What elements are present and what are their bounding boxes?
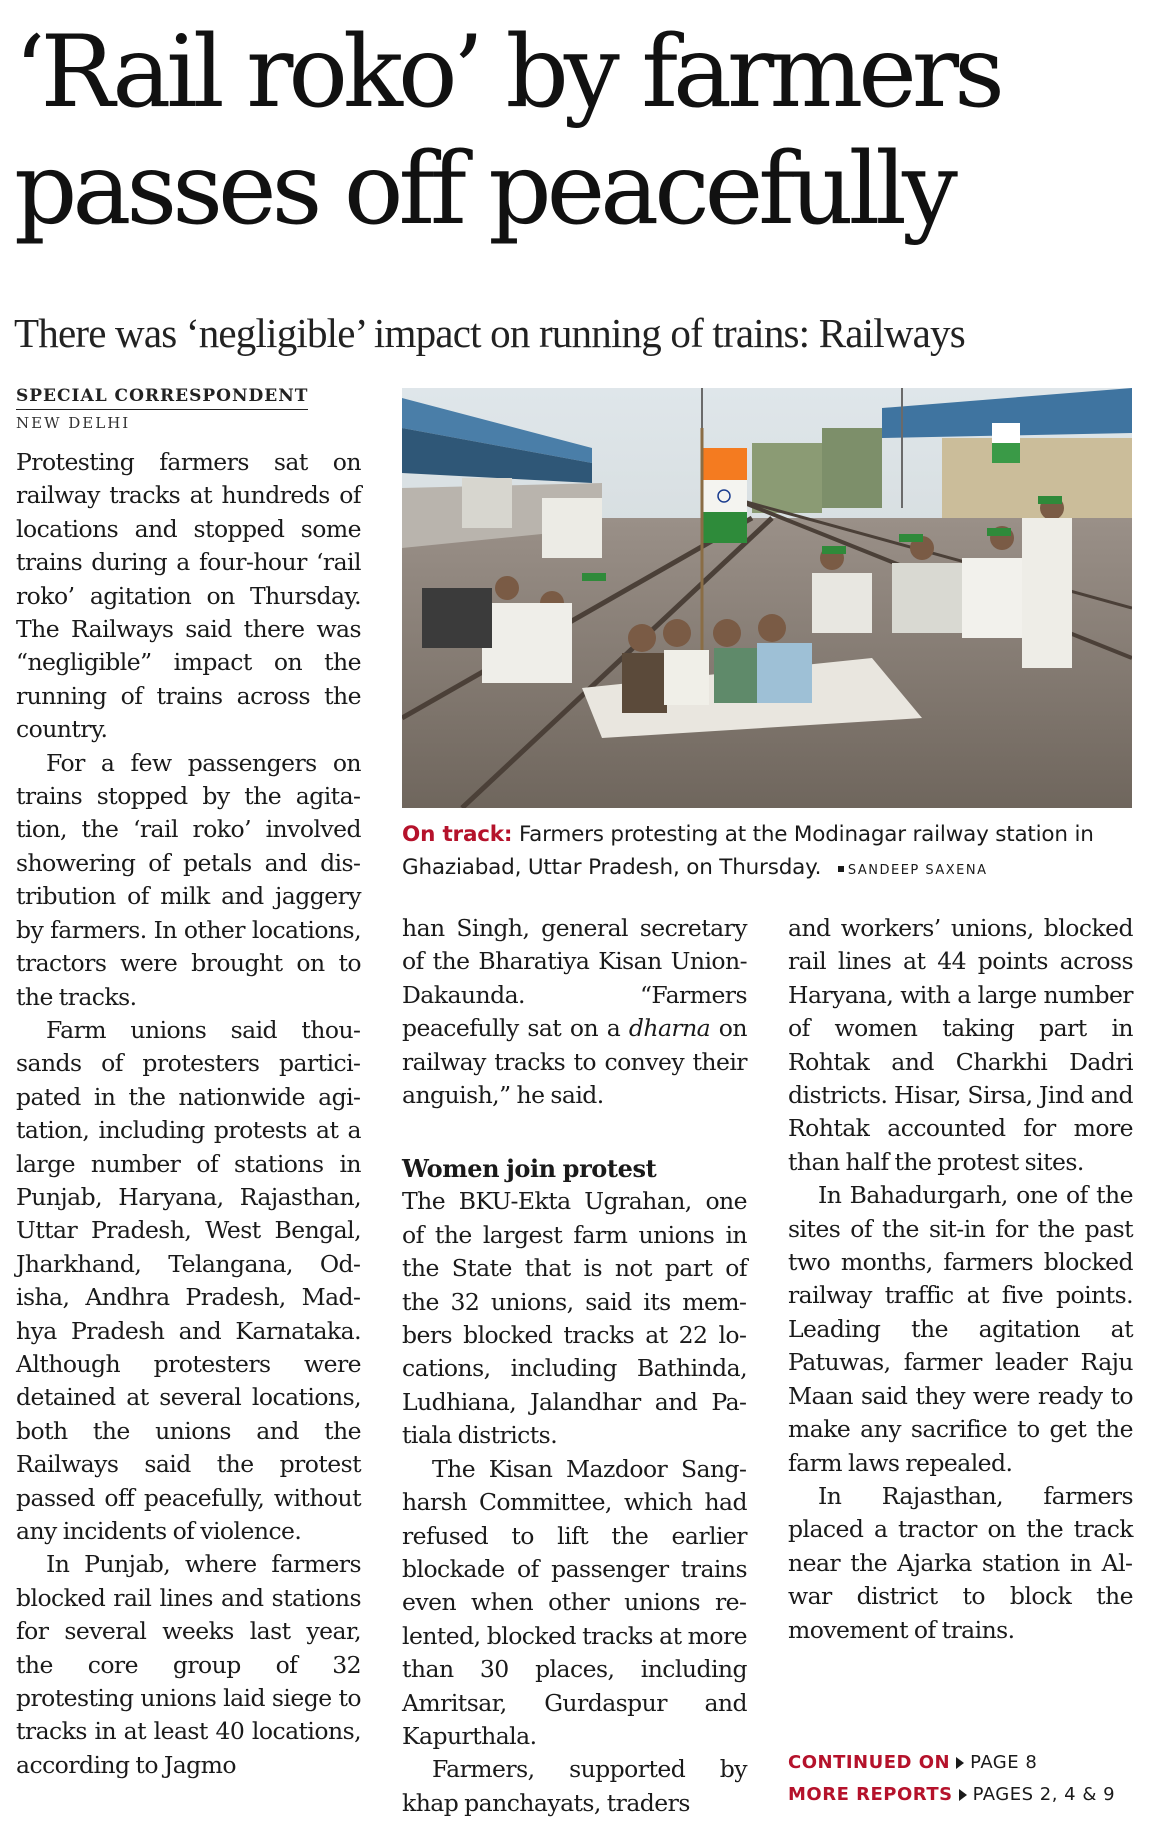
paragraph: and workers’ unions, blocked rail lines at 44 points across Haryana, with a large number of women taking part in Rohtak and Charkhi Dadri districts. Hisar, Sirsa, Jind and Rohtak accounted for more than half the protest sites. [788, 914, 1133, 1176]
paragraph: Farm unions said thousands of protesters participated in the nationwide agitation, including protests at a large number of stations in Punjab, Haryana, Rajasthan, Uttar Pradesh, West Bengal, Jharkhand, Telangana, Odisha, Andhra Pradesh, Madhya Pradesh and Karnataka. Although protesters were detained at several locations, both the unions and the Railways said the protest passed off peacefully, without any incidents of violence. [16, 1015, 361, 1545]
paragraph: In Punjab, where farmers blocked rail lines and stations for several weeks last year, the core group of 32 protesting unions laid siege to tracks in at least 40 locations, according to Jagmo [16, 1550, 361, 1779]
byline-author: SPECIAL CORRESPONDENT [16, 386, 308, 410]
paragraph: Protesting farmers sat on railway tracks at hundreds of locations and stopped some trains during a four-hour ‘rail roko’ agitation on Thursday. The Railways said there was “negligible” impact on the running of trains across the country. [16, 448, 361, 744]
article-column-2 [402, 912, 747, 1820]
paragraph: Farmers, supported by khap panchayats, traders [402, 1755, 747, 1817]
emphasis-text: dharna [628, 1014, 711, 1043]
news-photo [402, 388, 1132, 808]
article-column-3 [788, 912, 1133, 1647]
paragraph [402, 912, 747, 1112]
paragraph: In Bahadurgarh, one of the sites of the sit-in for the past two months, farmers blocked railway traffic at five points. Leading the agitation at Patuwas, farmer leader Raju Maan said they were ready to make any sacrifice to get the farm laws repealed. [788, 1181, 1133, 1477]
byline [16, 386, 356, 432]
headline-line-1: ‘Rail roko’ by farmers [14, 15, 1000, 130]
more-reports-label: MORE REPORTS [788, 1784, 953, 1805]
caption-lead: On track: [402, 822, 513, 847]
caption-text: Farmers protesting at the Modinagar railway station in Ghaziabad, Uttar Pradesh, on Thursday. [402, 822, 1094, 880]
arrow-right-icon [959, 1789, 967, 1801]
dateline: NEW DELHI [16, 414, 131, 432]
paragraph: The BKU-Ekta Ugrahan, one of the largest farm unions in the State that is not part of the 32 unions, said its members blocked tracks at 22 locations, including Bathinda, Ludhiana, Jalandhar and Patiala districts. [402, 1187, 747, 1450]
arrow-right-icon [956, 1757, 964, 1769]
paragraph: For a few passengers on trains stopped by the agitation, the ‘rail roko’ involved showering of petals and distribution of milk and jaggery by farmers. In other locations, tractors were brought on to the tracks. [16, 748, 361, 1011]
photo-caption [402, 818, 1147, 887]
headline-line-2: passes off peacefully [14, 132, 953, 247]
paragraph-text: on railway tracks to convey their anguish,” he said. [402, 1014, 747, 1110]
paragraph: The Kisan Mazdoor Sangharsh Committee, which had refused to lift the earlier blockade of passenger trains even when other unions relented, blocked tracks at more than 30 places, including Amritsar, Gurdaspur and Kapurthala. [402, 1454, 747, 1750]
continued-label: CONTINUED ON [788, 1752, 951, 1773]
photo-credit: SANDEEP SAXENA [838, 863, 988, 878]
continued-page: PAGE 8 [970, 1752, 1038, 1773]
paragraph: In Rajasthan, farmers placed a tractor on the track near the Ajarka station in Alwar district to block the movement of trains. [788, 1481, 1133, 1644]
section-subhead: Women join protest [402, 1154, 657, 1184]
more-reports-pages: PAGES 2, 4 & 9 [972, 1784, 1116, 1805]
paragraph-text: han Singh, general secretary of the Bharatiya Kisan Union-Dakaunda. “Farmers peacefully sat on a [402, 914, 747, 1043]
more-reports-line[interactable] [788, 1779, 1148, 1811]
subheadline: There was ‘negligible’ impact on running of trains: Railways [14, 310, 965, 356]
article-column-1 [16, 446, 361, 1782]
continued-on-line[interactable] [788, 1747, 1148, 1779]
headline [14, 14, 1144, 248]
jump-lines [788, 1747, 1148, 1811]
